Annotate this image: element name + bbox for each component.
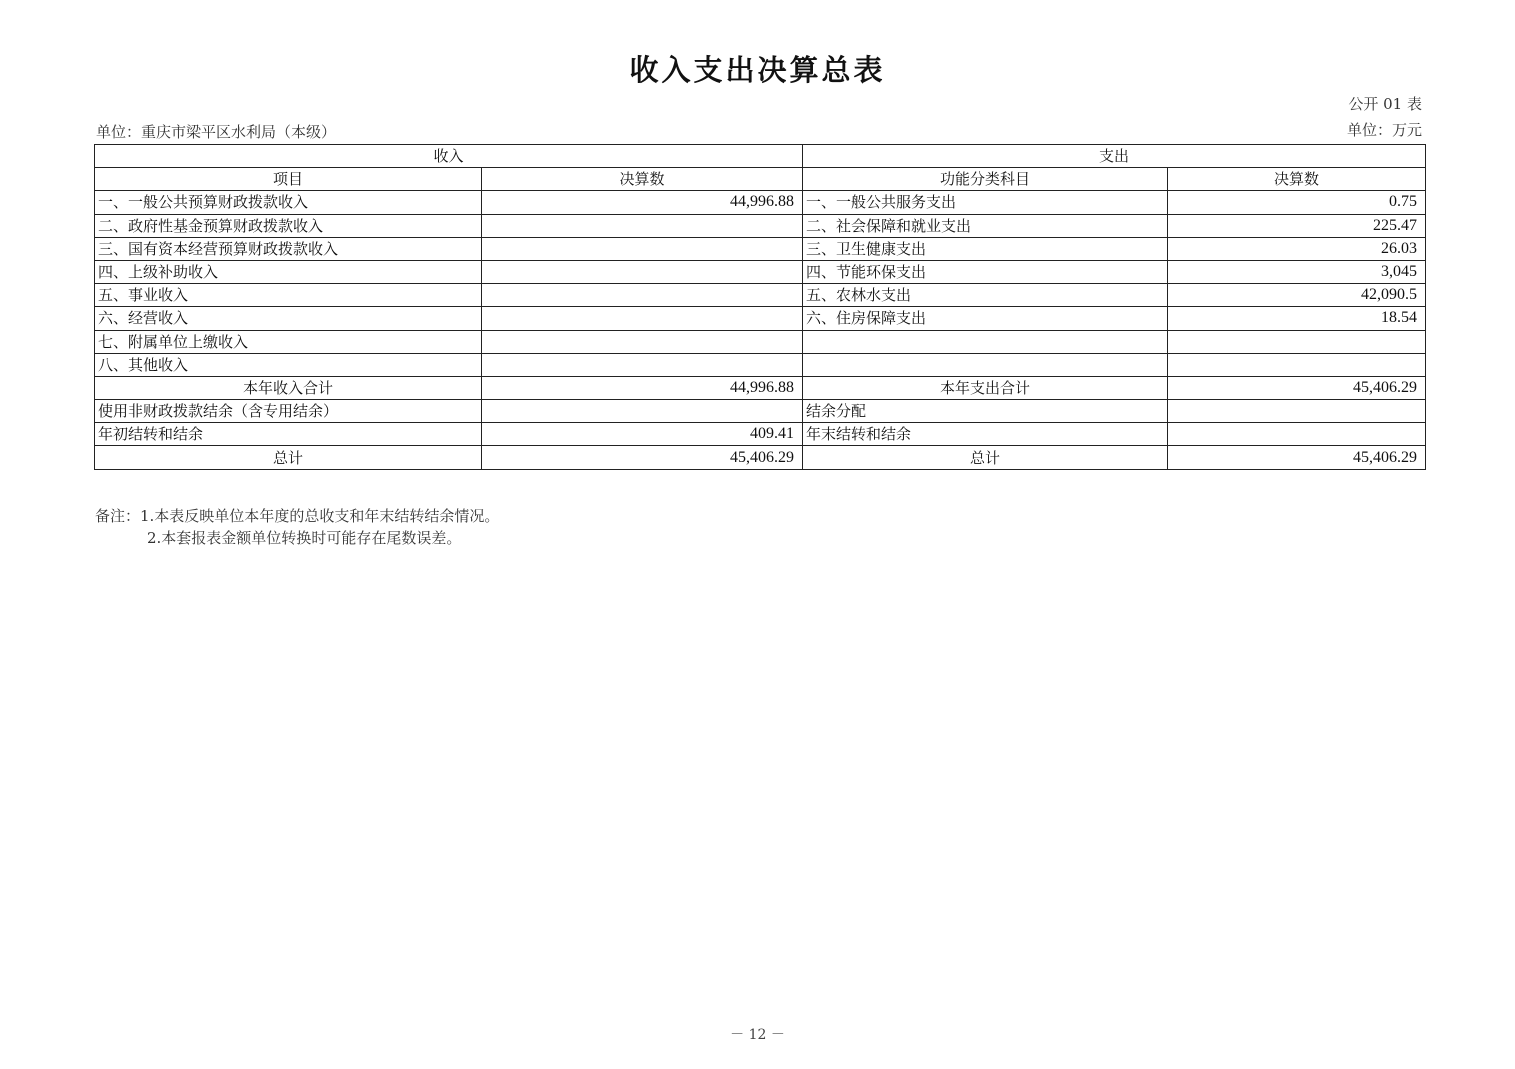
income-item: 五、事业收入 — [95, 284, 482, 307]
notes — [95, 505, 499, 549]
income-item: 六、经营收入 — [95, 307, 482, 330]
table-row — [95, 423, 1426, 446]
expense-total-value: 45,406.29 — [1168, 446, 1426, 469]
expense-item: 二、社会保障和就业支出 — [803, 214, 1168, 237]
table-row — [95, 214, 1426, 237]
table-column-header-row — [95, 168, 1426, 191]
column-header-item: 项目 — [95, 168, 482, 191]
income-item: 一、一般公共预算财政拨款收入 — [95, 191, 482, 214]
expense-value — [1168, 330, 1426, 353]
income-item: 八、其他收入 — [95, 353, 482, 376]
income-item: 二、政府性基金预算财政拨款收入 — [95, 214, 482, 237]
income-item: 使用非财政拨款结余（含专用结余） — [95, 400, 482, 423]
expense-value — [1168, 353, 1426, 376]
table-row — [95, 237, 1426, 260]
expense-value: 3,045 — [1168, 260, 1426, 283]
page-number: － 12 － — [730, 1027, 785, 1043]
page-title: 收入支出决算总表 — [629, 53, 886, 87]
expense-value: 225.47 — [1168, 214, 1426, 237]
expense-value: 18.54 — [1168, 307, 1426, 330]
expense-item — [803, 330, 1168, 353]
income-total-value: 45,406.29 — [482, 446, 803, 469]
income-total-label: 总计 — [95, 446, 482, 469]
expense-value: 0.75 — [1168, 191, 1426, 214]
expense-value: 26.03 — [1168, 237, 1426, 260]
income-item: 三、国有资本经营预算财政拨款收入 — [95, 237, 482, 260]
income-value — [482, 400, 803, 423]
table-row — [95, 191, 1426, 214]
expense-item: 五、农林水支出 — [803, 284, 1168, 307]
income-item: 年初结转和结余 — [95, 423, 482, 446]
expense-value: 42,090.5 — [1168, 284, 1426, 307]
income-section-header: 收入 — [95, 145, 803, 168]
table-row — [95, 260, 1426, 283]
note-line-1: 备注：1.本表反映单位本年度的总收支和年末结转结余情况。 — [95, 507, 500, 525]
income-item: 四、上级补助收入 — [95, 260, 482, 283]
income-value — [482, 284, 803, 307]
income-subtotal-label: 本年收入合计 — [95, 376, 482, 399]
expense-item: 三、卫生健康支出 — [803, 237, 1168, 260]
table-row — [95, 307, 1426, 330]
expense-item: 结余分配 — [803, 400, 1168, 423]
column-header-amount: 决算数 — [482, 168, 803, 191]
table-row — [95, 400, 1426, 423]
income-item: 七、附属单位上缴收入 — [95, 330, 482, 353]
income-value — [482, 237, 803, 260]
subtotal-row — [95, 376, 1426, 399]
expense-item — [803, 353, 1168, 376]
reporting-unit: 单位：重庆市梁平区水利局（本级） — [96, 123, 337, 141]
total-row — [95, 446, 1426, 469]
note-line-2: 2.本套报表金额单位转换时可能存在尾数误差。 — [147, 529, 462, 547]
table-row — [95, 330, 1426, 353]
column-header-function: 功能分类科目 — [803, 168, 1168, 191]
income-subtotal-value: 44,996.88 — [482, 376, 803, 399]
expense-section-header: 支出 — [803, 145, 1426, 168]
expense-value — [1168, 423, 1426, 446]
table-row — [95, 353, 1426, 376]
expense-subtotal-value: 45,406.29 — [1168, 376, 1426, 399]
income-value — [482, 214, 803, 237]
expense-item: 一、一般公共服务支出 — [803, 191, 1168, 214]
currency-unit: 单位：万元 — [1346, 121, 1422, 139]
form-number: 公开 01 表 — [1348, 95, 1422, 113]
expense-value — [1168, 400, 1426, 423]
income-value: 44,996.88 — [482, 191, 803, 214]
income-value: 409.41 — [482, 423, 803, 446]
income-expense-table — [94, 144, 1426, 470]
income-value — [482, 307, 803, 330]
table-row — [95, 284, 1426, 307]
expense-item: 四、节能环保支出 — [803, 260, 1168, 283]
table-section-header-row — [95, 145, 1426, 168]
income-value — [482, 330, 803, 353]
expense-total-label: 总计 — [803, 446, 1168, 469]
column-header-amount-2: 决算数 — [1168, 168, 1426, 191]
expense-item: 年末结转和结余 — [803, 423, 1168, 446]
expense-item: 六、住房保障支出 — [803, 307, 1168, 330]
expense-subtotal-label: 本年支出合计 — [803, 376, 1168, 399]
income-value — [482, 260, 803, 283]
income-value — [482, 353, 803, 376]
